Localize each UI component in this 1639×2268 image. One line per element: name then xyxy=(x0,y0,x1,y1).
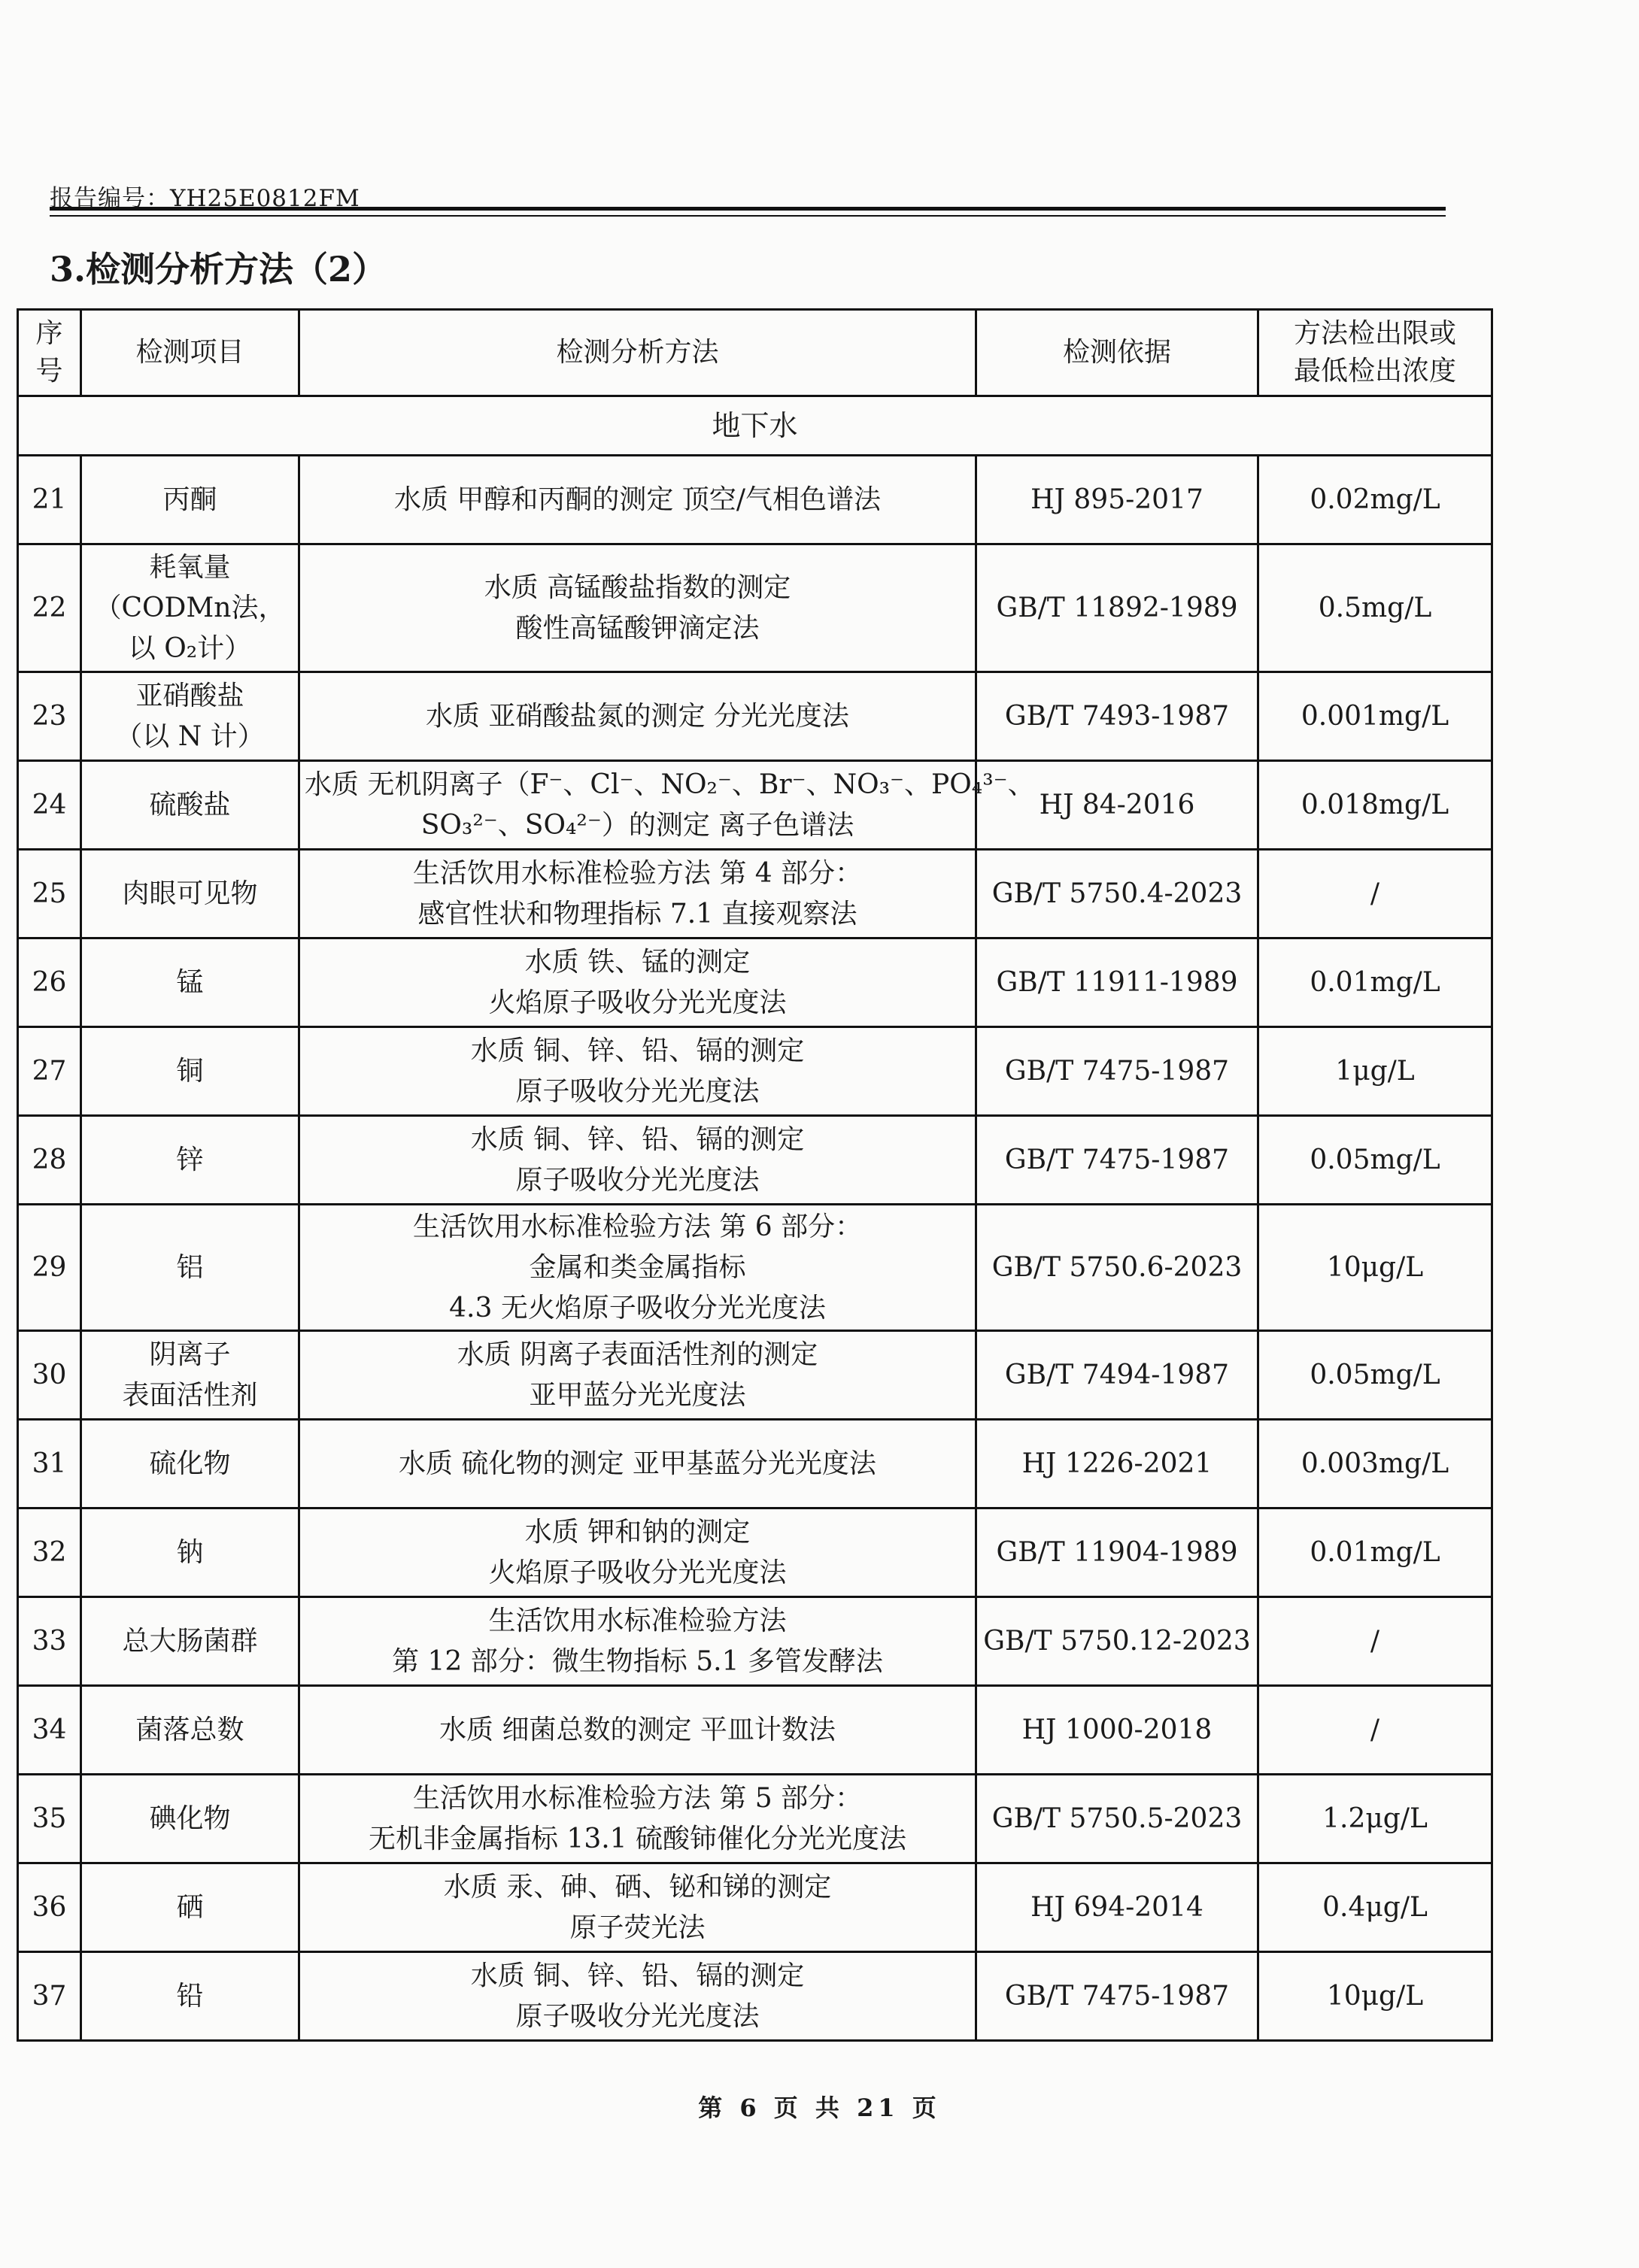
row-limit: 0.05mg/L xyxy=(1258,1116,1492,1205)
row-method-line: 生活饮用水标准检验方法 xyxy=(488,1605,787,1636)
row-item-line: 以 O₂计） xyxy=(128,632,252,664)
row-limit: 0.02mg/L xyxy=(1258,456,1492,544)
row-method-line: 第 12 部分：微生物指标 5.1 多管发酵法 xyxy=(392,1645,883,1677)
table-row xyxy=(18,1952,1492,2041)
row-item-line: 菌落总数 xyxy=(135,1714,244,1745)
row-item-line: 肉眼可见物 xyxy=(122,878,258,909)
header-method: 检测分析方法 xyxy=(299,310,976,396)
row-method xyxy=(299,544,976,672)
row-basis: GB/T 7475-1987 xyxy=(976,1027,1258,1116)
report-number: 报告编号：YH25E0812FM xyxy=(50,185,360,212)
row-method xyxy=(299,1116,976,1205)
row-seq-number: 23 xyxy=(18,672,81,761)
row-limit: 0.01mg/L xyxy=(1258,938,1492,1027)
row-seq-number: 29 xyxy=(18,1205,81,1331)
row-method xyxy=(299,1331,976,1420)
row-item-line: 碘化物 xyxy=(149,1803,231,1834)
row-basis: HJ 1000-2018 xyxy=(976,1686,1258,1775)
row-method xyxy=(299,672,976,761)
row-method xyxy=(299,1205,976,1331)
row-method-line: 水质 铜、锌、铅、镉的测定 xyxy=(470,1960,805,1991)
row-item-line: 锰 xyxy=(176,966,204,998)
row-method-line: 原子吸收分光光度法 xyxy=(515,1164,760,1196)
table-row xyxy=(18,1205,1492,1331)
table-row xyxy=(18,1508,1492,1597)
row-item-line: 硒 xyxy=(176,1891,204,1923)
header-seq xyxy=(18,310,81,396)
row-item xyxy=(81,1116,299,1205)
row-limit: 10μg/L xyxy=(1258,1205,1492,1331)
row-method xyxy=(299,1775,976,1863)
row-limit: 0.01mg/L xyxy=(1258,1508,1492,1597)
row-method-line: 原子吸收分光光度法 xyxy=(515,2000,760,2032)
row-item-line: （CODMn法， xyxy=(94,592,286,623)
row-method-line: 水质 甲醇和丙酮的测定 顶空/气相色谱法 xyxy=(393,484,882,515)
row-method xyxy=(299,938,976,1027)
row-item-line: 阴离子 xyxy=(149,1339,231,1370)
row-limit: 1μg/L xyxy=(1258,1027,1492,1116)
row-limit: 0.001mg/L xyxy=(1258,672,1492,761)
row-method-line: 火焰原子吸收分光光度法 xyxy=(488,987,787,1018)
row-basis: HJ 1226-2021 xyxy=(976,1420,1258,1508)
row-limit: 0.05mg/L xyxy=(1258,1331,1492,1420)
section-title: 3.检测分析方法（2） xyxy=(50,249,387,290)
table-row xyxy=(18,1597,1492,1686)
header-seq-line: 号 xyxy=(35,356,63,387)
row-item xyxy=(81,1508,299,1597)
row-basis: GB/T 5750.5-2023 xyxy=(976,1775,1258,1863)
row-item xyxy=(81,1686,299,1775)
row-item-line: 亚硝酸盐 xyxy=(135,680,244,711)
row-method xyxy=(299,1027,976,1116)
row-item xyxy=(81,456,299,544)
row-item xyxy=(81,1027,299,1116)
row-limit: 10μg/L xyxy=(1258,1952,1492,2041)
table-row xyxy=(18,544,1492,672)
row-seq-number: 26 xyxy=(18,938,81,1027)
table-row xyxy=(18,456,1492,544)
row-seq-number: 32 xyxy=(18,1508,81,1597)
row-item-line: 锌 xyxy=(176,1144,204,1175)
row-method-line: 4.3 无火焰原子吸收分光光度法 xyxy=(449,1292,826,1324)
row-seq-number: 24 xyxy=(18,761,81,850)
row-method-line: 酸性高锰酸钾滴定法 xyxy=(515,612,760,644)
row-method xyxy=(299,1597,976,1686)
row-seq-number: 30 xyxy=(18,1331,81,1420)
row-method-line: 水质 铜、锌、铅、镉的测定 xyxy=(470,1035,805,1066)
row-method-line: 原子荧光法 xyxy=(569,1912,706,1943)
row-method-line: 生活饮用水标准检验方法 第 4 部分： xyxy=(412,857,863,889)
row-item-line: 耗氧量 xyxy=(149,551,231,583)
row-item-line: 铜 xyxy=(176,1055,204,1087)
row-method xyxy=(299,761,1035,850)
header-rule-thin xyxy=(50,215,1446,217)
row-method xyxy=(299,1863,976,1952)
header-limit-line: 最低检出浓度 xyxy=(1293,356,1456,387)
table-row xyxy=(18,850,1492,938)
row-basis: GB/T 7494-1987 xyxy=(976,1331,1258,1420)
row-item xyxy=(81,1863,299,1952)
row-item xyxy=(81,1775,299,1863)
row-item-line: 硫酸盐 xyxy=(149,789,231,820)
row-basis: GB/T 5750.4-2023 xyxy=(976,850,1258,938)
row-seq-number: 22 xyxy=(18,544,81,672)
row-method-line: 水质 无机阴离子（F⁻、Cl⁻、NO₂⁻、Br⁻、NO₃⁻、PO₄³⁻、 xyxy=(305,769,1035,800)
row-method-line: 水质 亚硝酸盐氮的测定 分光光度法 xyxy=(426,700,849,732)
table-row xyxy=(18,1116,1492,1205)
row-item xyxy=(81,850,299,938)
row-seq-number: 34 xyxy=(18,1686,81,1775)
row-seq-number: 28 xyxy=(18,1116,81,1205)
table-row xyxy=(18,1027,1492,1116)
row-item xyxy=(81,544,299,672)
row-method-line: 水质 高锰酸盐指数的测定 xyxy=(484,572,791,603)
row-limit: 0.4μg/L xyxy=(1258,1863,1492,1952)
row-item-line: 铅 xyxy=(176,1980,204,2012)
table-row xyxy=(18,761,1492,850)
row-basis: GB/T 11892-1989 xyxy=(976,544,1258,672)
row-seq-number: 36 xyxy=(18,1863,81,1952)
row-basis: GB/T 7493-1987 xyxy=(976,672,1258,761)
row-seq-number: 27 xyxy=(18,1027,81,1116)
row-item xyxy=(81,1331,299,1420)
table-row xyxy=(18,1331,1492,1420)
row-item xyxy=(81,1420,299,1508)
row-method xyxy=(299,1952,976,2041)
header-basis: 检测依据 xyxy=(976,310,1258,396)
row-item-line: 硫化物 xyxy=(149,1448,231,1479)
row-basis: HJ 84-2016 xyxy=(976,761,1258,850)
row-seq-number: 25 xyxy=(18,850,81,938)
row-item-line: 铝 xyxy=(176,1251,204,1283)
row-limit: 0.018mg/L xyxy=(1258,761,1492,850)
row-method-line: 水质 铜、锌、铅、镉的测定 xyxy=(470,1123,805,1155)
row-seq-number: 37 xyxy=(18,1952,81,2041)
row-item xyxy=(81,1952,299,2041)
row-method-line: 生活饮用水标准检验方法 第 6 部分： xyxy=(412,1211,863,1242)
row-basis: GB/T 7475-1987 xyxy=(976,1116,1258,1205)
row-limit: / xyxy=(1258,1686,1492,1775)
row-basis: GB/T 5750.12-2023 xyxy=(976,1597,1258,1686)
header-limit xyxy=(1258,310,1492,396)
table-row xyxy=(18,672,1492,761)
row-method xyxy=(299,1508,976,1597)
row-basis: GB/T 11904-1989 xyxy=(976,1508,1258,1597)
table-row xyxy=(18,1775,1492,1863)
row-method xyxy=(299,850,976,938)
row-item xyxy=(81,938,299,1027)
row-limit: / xyxy=(1258,1597,1492,1686)
row-method-line: 水质 硫化物的测定 亚甲基蓝分光光度法 xyxy=(399,1448,876,1479)
page-number: 第 6 页 共 21 页 xyxy=(698,2094,941,2122)
row-item xyxy=(81,761,299,850)
methods-table xyxy=(17,308,1493,2042)
header-item: 检测项目 xyxy=(81,310,299,396)
row-method-line: 无机非金属指标 13.1 硫酸铈催化分光光度法 xyxy=(368,1823,907,1854)
group-label: 地下水 xyxy=(18,396,1492,456)
table-row xyxy=(18,1420,1492,1508)
row-limit: / xyxy=(1258,850,1492,938)
group-row xyxy=(18,396,1492,456)
row-method-line: 水质 汞、砷、硒、铋和锑的测定 xyxy=(443,1871,832,1903)
row-limit: 0.5mg/L xyxy=(1258,544,1492,672)
row-item xyxy=(81,1205,299,1331)
row-method-line: 金属和类金属指标 xyxy=(529,1251,746,1283)
row-limit: 0.003mg/L xyxy=(1258,1420,1492,1508)
row-method-line: SO₃²⁻、SO₄²⁻）的测定 离子色谱法 xyxy=(420,809,854,841)
row-item-line: 总大肠菌群 xyxy=(122,1625,258,1657)
row-method xyxy=(299,456,976,544)
row-seq-number: 21 xyxy=(18,456,81,544)
row-item xyxy=(81,1597,299,1686)
row-item-line: 钠 xyxy=(176,1536,204,1568)
row-basis: GB/T 11911-1989 xyxy=(976,938,1258,1027)
row-method-line: 水质 钾和钠的测定 xyxy=(524,1516,751,1548)
row-limit: 1.2μg/L xyxy=(1258,1775,1492,1863)
row-method-line: 生活饮用水标准检验方法 第 5 部分： xyxy=(412,1782,863,1814)
row-basis: HJ 895-2017 xyxy=(976,456,1258,544)
row-seq-number: 33 xyxy=(18,1597,81,1686)
row-basis: GB/T 7475-1987 xyxy=(976,1952,1258,2041)
row-method xyxy=(299,1420,976,1508)
row-item-line: 表面活性剂 xyxy=(122,1379,258,1411)
row-item-line: 丙酮 xyxy=(162,484,217,515)
row-seq-number: 35 xyxy=(18,1775,81,1863)
header-seq-line: 序 xyxy=(35,318,63,349)
row-method-line: 亚甲蓝分光光度法 xyxy=(529,1379,746,1411)
row-method-line: 水质 阴离子表面活性剂的测定 xyxy=(457,1339,818,1370)
row-method-line: 感官性状和物理指标 7.1 直接观察法 xyxy=(417,898,857,929)
row-method-line: 火焰原子吸收分光光度法 xyxy=(488,1557,787,1588)
row-item-line: （以 N 计） xyxy=(115,720,265,752)
row-item xyxy=(81,672,299,761)
row-method-line: 水质 细菌总数的测定 平皿计数法 xyxy=(439,1714,836,1745)
table-row xyxy=(18,1686,1492,1775)
row-method-line: 原子吸收分光光度法 xyxy=(515,1075,760,1107)
row-method-line: 水质 铁、锰的测定 xyxy=(524,946,751,978)
row-method xyxy=(299,1686,976,1775)
row-basis: HJ 694-2014 xyxy=(976,1863,1258,1952)
table-row xyxy=(18,1863,1492,1952)
row-basis: GB/T 5750.6-2023 xyxy=(976,1205,1258,1331)
table-row xyxy=(18,938,1492,1027)
table-header-row xyxy=(18,310,1492,396)
header-limit-line: 方法检出限或 xyxy=(1293,318,1456,349)
header-rule xyxy=(50,207,1446,211)
row-seq-number: 31 xyxy=(18,1420,81,1508)
